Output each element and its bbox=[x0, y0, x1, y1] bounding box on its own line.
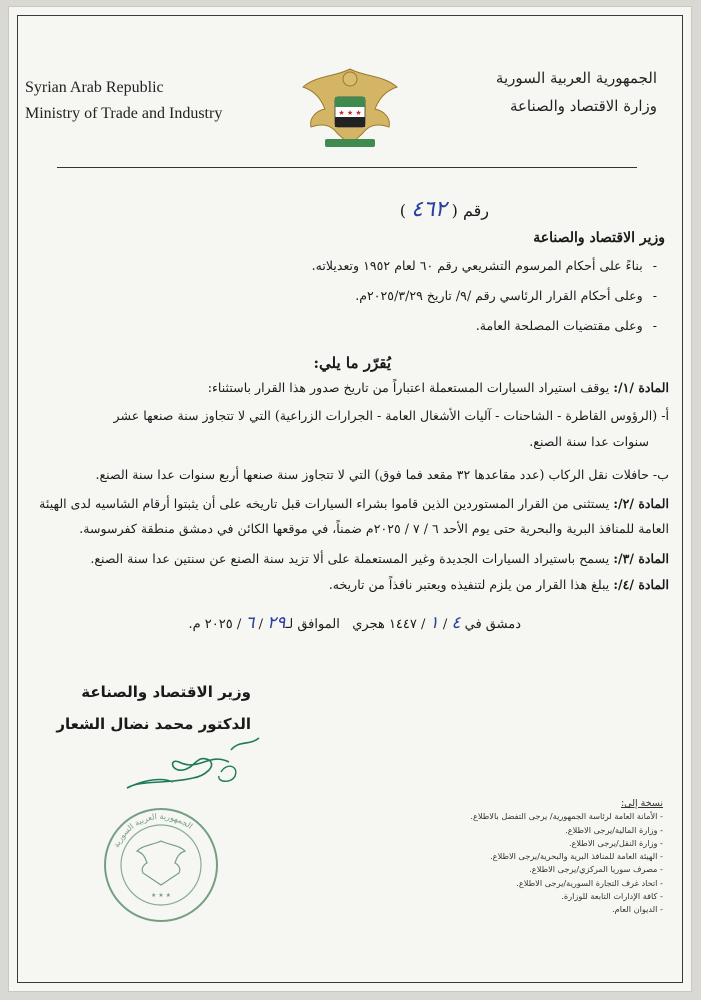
decides-heading: يُقرّر ما يلي: bbox=[313, 354, 391, 372]
copy-item: - وزارة النقل/يرجى الاطلاع. bbox=[568, 837, 663, 848]
greg-month: ٦ bbox=[245, 613, 255, 633]
preamble-1: -بناءً على أحكام المرسوم التشريعي رقم ٦٠ لعام ١٩٥٢ وتعديلاته. bbox=[311, 258, 657, 273]
copy-item: - اتحاد غرف التجارة السورية/يرجى الاطلاع. bbox=[516, 877, 663, 888]
header-ar-ministry: وزارة الاقتصاد والصناعة bbox=[509, 97, 657, 115]
preamble-3: -وعلى مقتضيات المصلحة العامة. bbox=[475, 318, 657, 333]
copies-title: نسخة إلى: bbox=[620, 798, 663, 809]
signer-name: الدكتور محمد نضال الشعار bbox=[56, 715, 251, 733]
syrian-eagle-emblem bbox=[295, 57, 405, 157]
decree-number-value: ٤٦٢ bbox=[411, 197, 447, 222]
preamble-2: -وعلى أحكام القرار الرئاسي رقم /٩/ تاريخ ٢٠٢٥/٣/٢٩م. bbox=[355, 288, 657, 303]
article-4: المادة /٤/: يبلغ هذا القرار من يلزم لتنفيذه ويعتبر نافذاً من تاريخه. bbox=[328, 577, 669, 592]
header-en-ministry: Ministry of Trade and Industry bbox=[25, 105, 223, 122]
article-1-item-a: أ- (الرؤوس القاطرة - الشاحنات - آليات الأشغال العامة - الجرارات الزراعية) التي لا تتجاوز سنة صنعها عشر bbox=[113, 408, 669, 423]
article-1-item-b: ب- حافلات نقل الركاب (عدد مقاعدها ٣٢ مقعد فما فوق) التي لا تتجاوز سنة صنعها أربع سنوات عدا سنة الصنع. bbox=[95, 467, 669, 482]
copy-item: - كافة الإدارات التابعة للوزارة. bbox=[561, 891, 663, 902]
decree-number-close: ) bbox=[399, 201, 406, 220]
article-3: المادة /٣/: يسمح باستيراد السيارات الجديدة وغير المستعملة على ألا تزيد سنة الصنع عن سنتين عدا سنة الصنع. bbox=[90, 551, 669, 566]
date-line: دمشق في ٤ / ١ / ١٤٤٧ هجري الموافق لـ٢٩ / ٦ / ٢٠٢٥ م. bbox=[188, 613, 521, 633]
document-page bbox=[8, 6, 692, 992]
header-ar-republic: الجمهورية العربية السورية bbox=[495, 69, 657, 87]
svg-text:★ ★ ★: ★ ★ ★ bbox=[338, 109, 362, 117]
copies-section bbox=[413, 797, 663, 917]
article-1: المادة /١/: يوقف استيراد السيارات المستعملة اعتباراً من تاريخ صدور هذا القرار باستثناء: bbox=[207, 380, 669, 395]
hijri-month: ١ bbox=[429, 613, 439, 633]
minister-heading: وزير الاقتصاد والصناعة bbox=[533, 230, 665, 246]
handwritten-signature bbox=[109, 732, 279, 802]
copy-item: - الهيئة العامة للمنافذ البرية والبحرية/يرجى الاطلاع. bbox=[490, 851, 663, 862]
svg-text:★ ★ ★: ★ ★ ★ bbox=[151, 892, 171, 899]
copy-item: - الديوان العام. bbox=[612, 904, 663, 915]
hijri-day: ٤ bbox=[451, 613, 461, 633]
decree-number-label: رقم ( bbox=[451, 201, 489, 220]
ministry-seal-stamp bbox=[101, 805, 221, 925]
article-2-cont: العامة للمنافذ البرية والبحرية حتى يوم الأحد ٦ / ٧ / ٢٠٢٥م ضمناً، في موقعها الكائن في دمشق منطقة كفرسوسة. bbox=[79, 521, 669, 536]
copy-item: - وزارة المالية/يرجى الاطلاع. bbox=[565, 824, 663, 835]
greg-day: ٢٩ bbox=[267, 613, 286, 633]
article-1-item-a-cont: سنوات عدا سنة الصنع. bbox=[529, 434, 649, 449]
header-en-republic: Syrian Arab Republic bbox=[25, 79, 164, 96]
copy-item: - الأمانة العامة لرئاسة الجمهورية/ يرجى التفضل بالاطلاع. bbox=[470, 811, 663, 822]
article-2: المادة /٢/: يستثنى من القرار المستوردين الذين قاموا بشراء السيارات قبل تاريخه على أن يثبتوا أرقام الشاسيه لدى الهيئة bbox=[39, 496, 669, 511]
header-divider bbox=[57, 167, 637, 168]
decree-number bbox=[229, 197, 489, 225]
svg-text:الجمهورية العربية السورية: الجمهورية العربية السورية bbox=[111, 811, 195, 849]
copy-item: - مصرف سوريا المركزي/يرجى الاطلاع. bbox=[529, 864, 663, 875]
signer-title: وزير الاقتصاد والصناعة bbox=[81, 683, 251, 701]
